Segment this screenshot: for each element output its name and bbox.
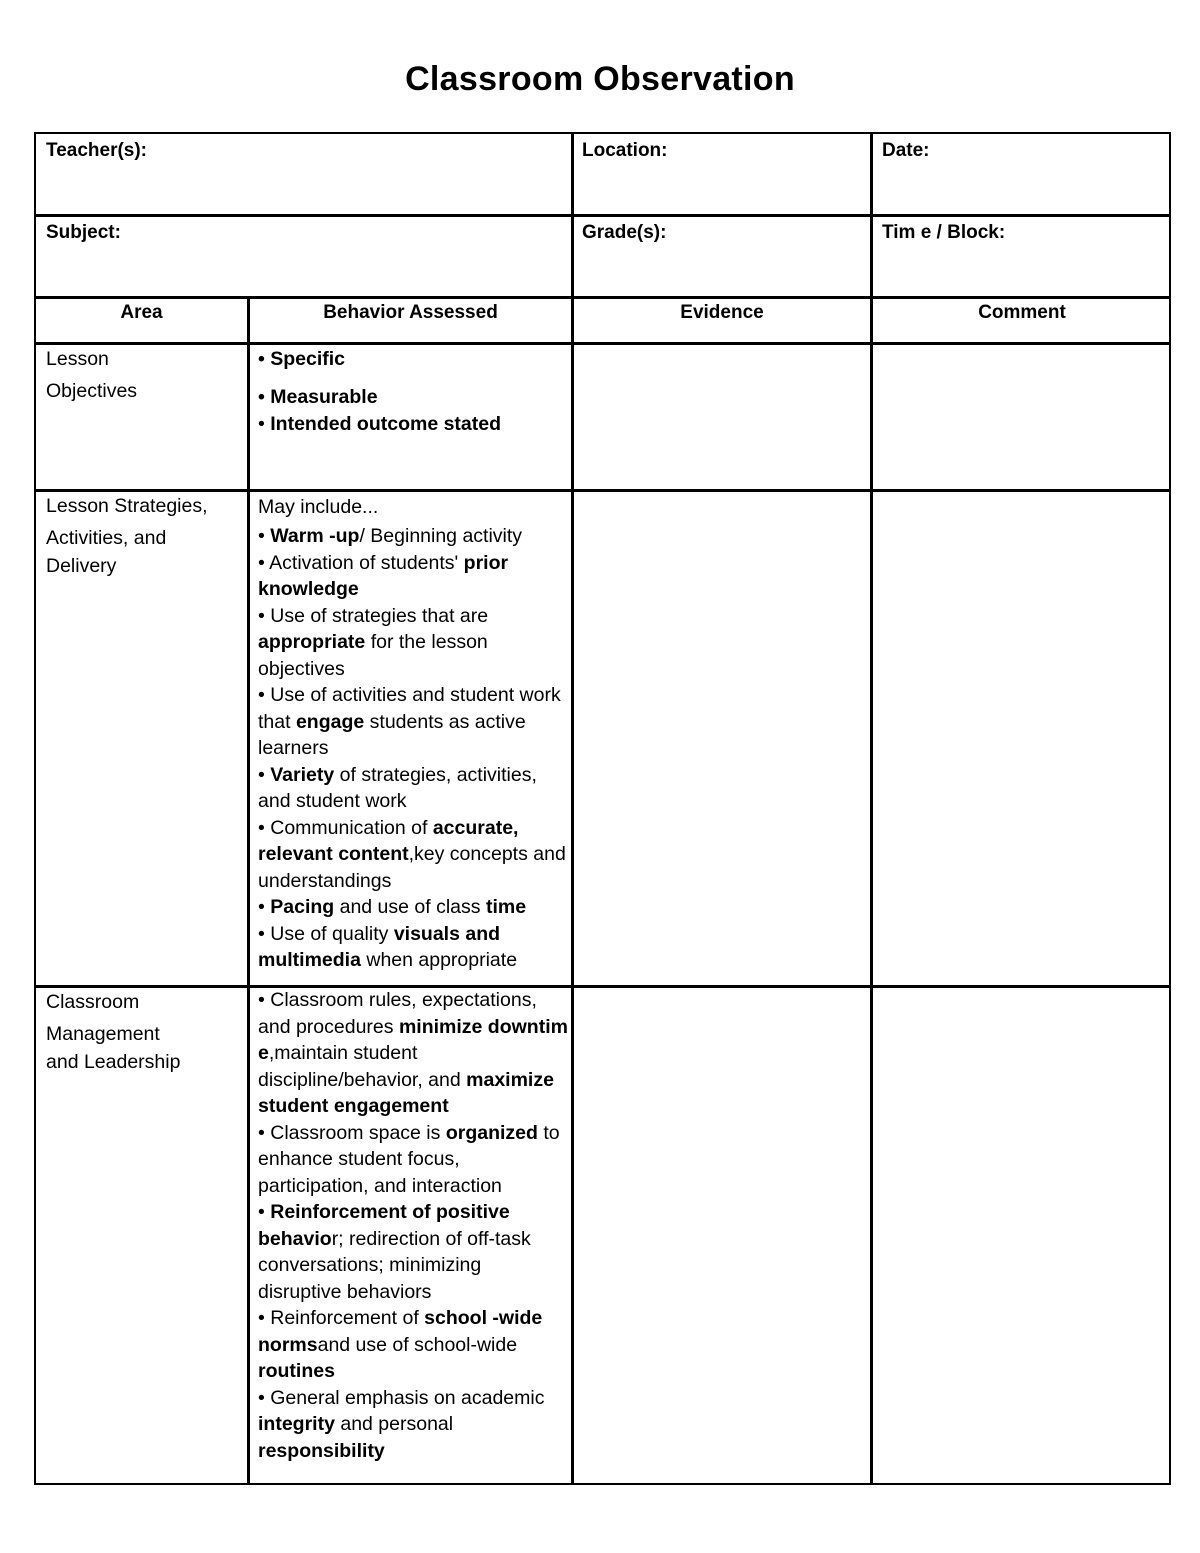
behavior-item: • Reinforcement of school -wide normsand use of school-wide routines bbox=[258, 1307, 543, 1382]
subject-field[interactable] bbox=[46, 222, 121, 244]
column-header-area: Area bbox=[120, 302, 163, 323]
date-label: Date: bbox=[882, 140, 930, 161]
location-label: Location: bbox=[582, 140, 668, 161]
time-block-label: Tim e / Block: bbox=[882, 222, 1006, 243]
divider bbox=[247, 296, 250, 1485]
behavior-lesson-objectives bbox=[258, 344, 570, 437]
area-text: Activities, and bbox=[46, 527, 167, 549]
behavior-item: • Warm -up/ Beginning activity bbox=[258, 525, 523, 547]
bullet: • bbox=[258, 412, 271, 435]
evidence-cell-management[interactable] bbox=[574, 988, 870, 1485]
observation-form bbox=[34, 132, 1171, 1485]
behavior-item: Intended bbox=[270, 412, 352, 435]
behavior-item: • General emphasis on academic integrity and personal responsibility bbox=[258, 1386, 545, 1462]
behavior-classroom-management bbox=[258, 987, 570, 1464]
behavior-item: • Specific bbox=[258, 348, 346, 370]
behavior-item: • Use of quality visuals and multimedia when appropriate bbox=[258, 922, 518, 971]
divider bbox=[36, 214, 1169, 217]
behavior-item: outcome stated bbox=[351, 412, 502, 435]
grades-field[interactable] bbox=[582, 222, 666, 244]
area-text: Management bbox=[46, 1023, 160, 1045]
teacher-label: Teacher(s): bbox=[46, 140, 148, 161]
page-title: Classroom Observation bbox=[405, 60, 795, 98]
behavior-item: • Communication of accurate, relevant content,key concepts and understandings bbox=[258, 816, 566, 892]
behavior-item: • Activation of students' prior knowledge bbox=[258, 551, 509, 600]
behavior-item: • Classroom rules, expectations, and procedures minimize downtim e,maintain student discipline/behavior, and maximize student engagement bbox=[258, 989, 568, 1117]
evidence-cell-objectives[interactable] bbox=[574, 345, 870, 489]
behavior-intro: May include... bbox=[258, 496, 379, 518]
evidence-cell-strategies[interactable] bbox=[574, 492, 870, 985]
area-text: Classroom bbox=[46, 991, 140, 1013]
teacher-field[interactable] bbox=[46, 140, 147, 162]
column-header-evidence: Evidence bbox=[680, 302, 764, 323]
area-text: Objectives bbox=[46, 380, 138, 402]
column-header-comment: Comment bbox=[978, 302, 1066, 323]
behavior-item: • Reinforcement of positive behavior; redirection of off-task conversations; minimizing disruptive behaviors bbox=[258, 1201, 531, 1303]
behavior-item: • Use of strategies that are appropriate for the lesson objectives bbox=[258, 604, 489, 680]
behavior-item: • Measurable bbox=[258, 386, 378, 408]
behavior-item: • Classroom space is organized to enhance student focus, participation, and interaction bbox=[258, 1121, 560, 1197]
time-block-field[interactable] bbox=[882, 222, 1005, 244]
area-classroom-management bbox=[46, 987, 244, 1073]
area-text: Delivery bbox=[46, 555, 117, 577]
behavior-lesson-strategies bbox=[258, 491, 570, 974]
behavior-item: • Variety of strategies, activities, and student work bbox=[258, 763, 537, 812]
area-text: and Leadership bbox=[46, 1051, 181, 1073]
comment-cell-objectives[interactable] bbox=[873, 345, 1171, 489]
divider bbox=[36, 296, 1169, 299]
area-lesson-objectives bbox=[46, 344, 244, 406]
grades-label: Grade(s): bbox=[582, 222, 667, 243]
behavior-item: • Use of activities and student work that engage students as active learners bbox=[258, 684, 561, 759]
location-field[interactable] bbox=[582, 140, 668, 162]
area-text: Lesson bbox=[46, 348, 109, 370]
area-text: Lesson Strategies, bbox=[46, 495, 208, 517]
comment-cell-strategies[interactable] bbox=[873, 492, 1171, 985]
subject-label: Subject: bbox=[46, 222, 121, 243]
date-field[interactable] bbox=[882, 140, 930, 162]
behavior-item: • Pacing and use of class time bbox=[258, 896, 527, 918]
comment-cell-management[interactable] bbox=[873, 988, 1171, 1485]
column-header-behavior: Behavior Assessed bbox=[323, 302, 498, 323]
area-lesson-strategies bbox=[46, 491, 244, 577]
